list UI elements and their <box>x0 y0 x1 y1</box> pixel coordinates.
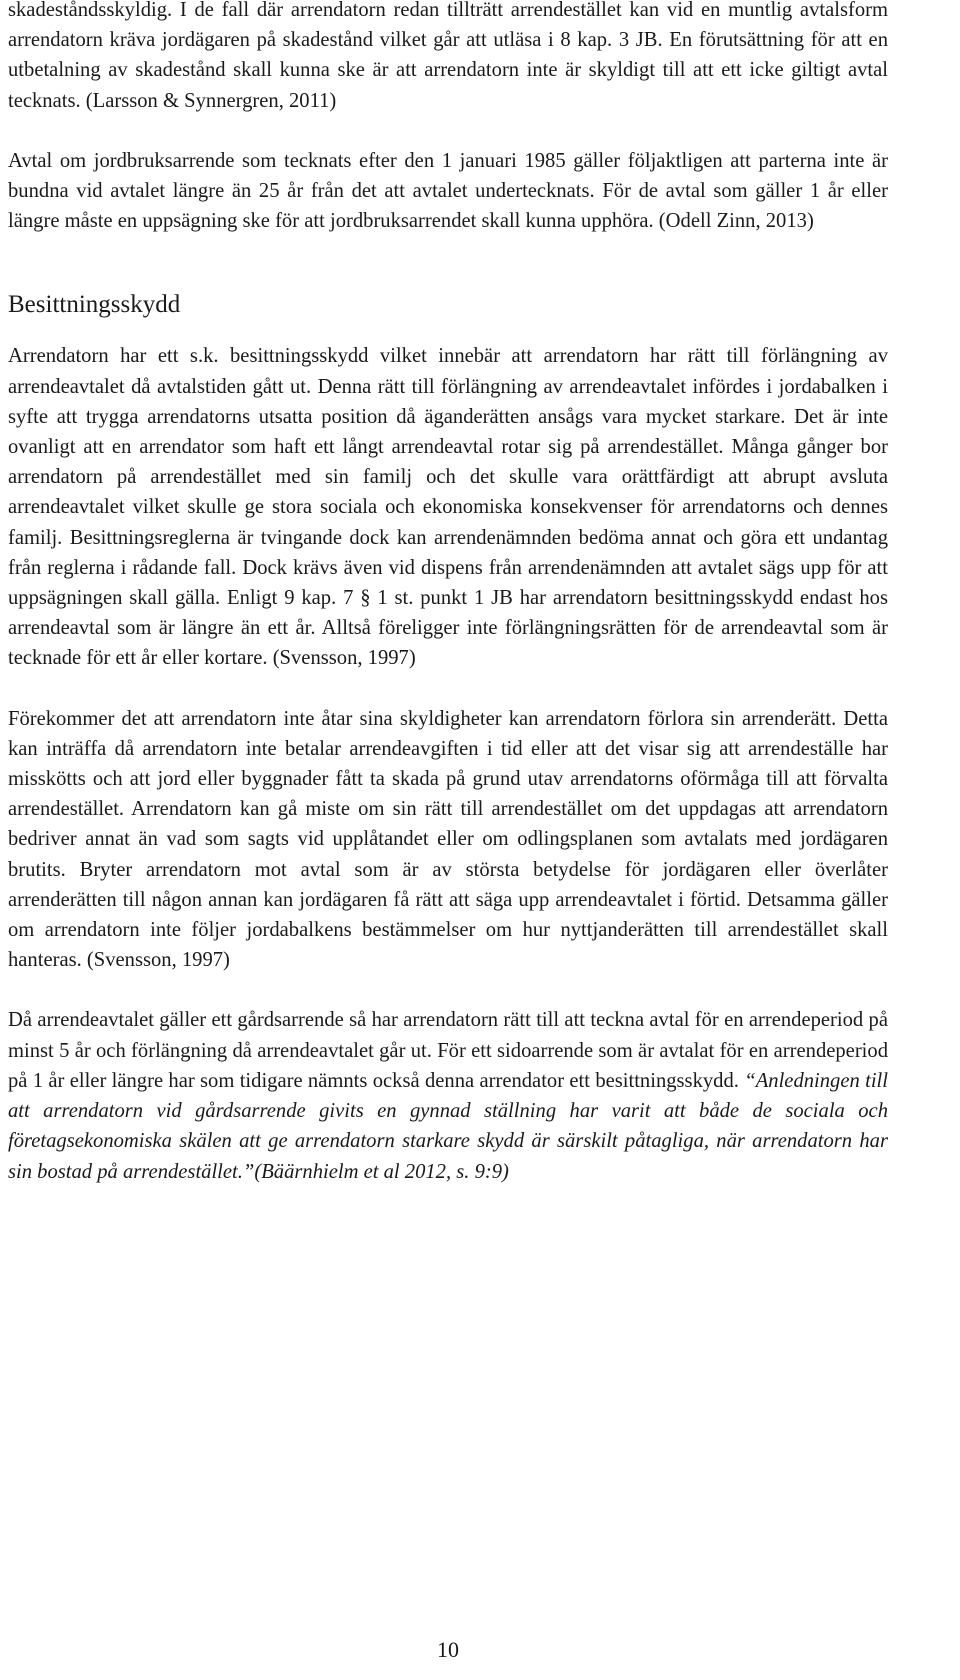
paragraph-forfeiture: Förekommer det att arrendatorn inte åtar sina skyldigheter kan arrendatorn förlora sin arrenderätt. Detta kan inträffa då arrendatorn inte betalar arrendeavgiften i tid eller att det visar sig att arrendeställe har misskötts och att jord eller byggnader fått ta skada på grund utav arrendatorns oförmåga till att förvalta arrendestället. Arrendatorn kan gå miste om sin rätt till arrendestället om det uppdagas att arrendatorn bedriver annat än vad som sagts vid upplåtandet eller om odlingsplanen som avtalats med jordägaren brutits. Bryter arrendatorn mot avtal som är av största betydelse för jordägaren eller överlåter arrenderätten till någon annan kan jordägaren få rätt att säga upp arrendeavtalet i förtid. Detsamma gäller om arrendatorn inte följer jordabalkens bestämmelser om hur nyttjanderätten till arrendestället skall hanteras. (Svensson, 1997) <box>8 707 888 972</box>
page-number: 10 <box>437 1637 459 1662</box>
paragraph-agreement-term: Avtal om jordbruksarrende som tecknats efter den 1 januari 1985 gäller följaktligen att parterna inte är bundna vid avtalet längre än 25 år från det att avtalet undertecknats. För de avtal som gäller 1 år eller längre måste en uppsägning ske för att jordbruksarrendet skall kunna upphöra. (Odell Zinn, 2013) <box>8 149 888 233</box>
citation-quote: “Anledningen till att arrendatorn vid gårdsarrende givits en gynnad ställning har varit att både de sociala och företagsekonomiska skälen att ge arrendatorn starkare skydd är särskilt påtagliga, när arrendatorn har sin bostad på arrendestället.”(Bäärnhielm et al 2012, s. 9:9) <box>8 1069 889 1183</box>
paragraph-tenure-protection: Arrendatorn har ett s.k. besittningsskydd vilket innebär att arrendatorn har rätt till förlängning av arrendeavtalet då avtalstiden gått ut. Denna rätt till förlängning av arrendeavtalet infördes i jordabalken i syfte att trygga arrendatorns utsatta position då äganderätten ansågs vara mycket starkare. Det är inte ovanligt att en arrendator som haft ett långt arrendeavtal rotar sig på arrendestället. Många gånger bor arrendatorn på arrendestället med sin familj och det skulle vara orättfärdigt att abrupt avsluta arrendeavtalet vilket skulle ge stora sociala och ekonomiska konsekvenser för arrendatorns och dennes familj. Besittningsreglerna är tvingande dock kan arrendenämnden bedöma annat och göra ett undantag från reglerna i rådande fall. Dock krävs även vid dispens från arrendenämnden att avtalet sägs upp för att uppsägningen skall gälla. Enligt 9 kap. 7 § 1 st. punkt 1 JB har arrendatorn besittningsskydd endast hos arrendeavtal som är längre än ett år. Alltså föreligger inte förlängningsrätten för de arrendeavtal som är tecknade för ett år eller kortare. (Svensson, 1997) <box>8 345 888 670</box>
paragraph-farm-lease <box>8 1005 888 1186</box>
paragraph-damages: skadeståndsskyldig. I de fall där arrendatorn redan tillträtt arrendestället kan vid en muntlig avtalsform arrendatorn kräva jordägaren på skadestånd vilket går att utläsa i 8 kap. 3 JB. En förutsättning för att en utbetalning av skadestånd skall kunna ske är att arrendatorn inte är skyldigt till att ett icke giltigt avtal tecknats. (Larsson & Synnergren, 2011) <box>8 0 888 112</box>
paragraph-farm-lease-text: Då arrendeavtalet gäller ett gårdsarrende så har arrendatorn rätt till att teckna avtal för en arrendeperiod på minst 5 år och förlängning då arrendeavtalet går ut. För ett sidoarrende som är avtalat för en arrendeperiod på 1 år eller längre har som tidigare nämnts också denna arrendator ett besittningsskydd. <box>8 1009 888 1092</box>
document-page <box>8 0 888 1187</box>
section-heading: Besittningsskydd <box>8 291 181 319</box>
